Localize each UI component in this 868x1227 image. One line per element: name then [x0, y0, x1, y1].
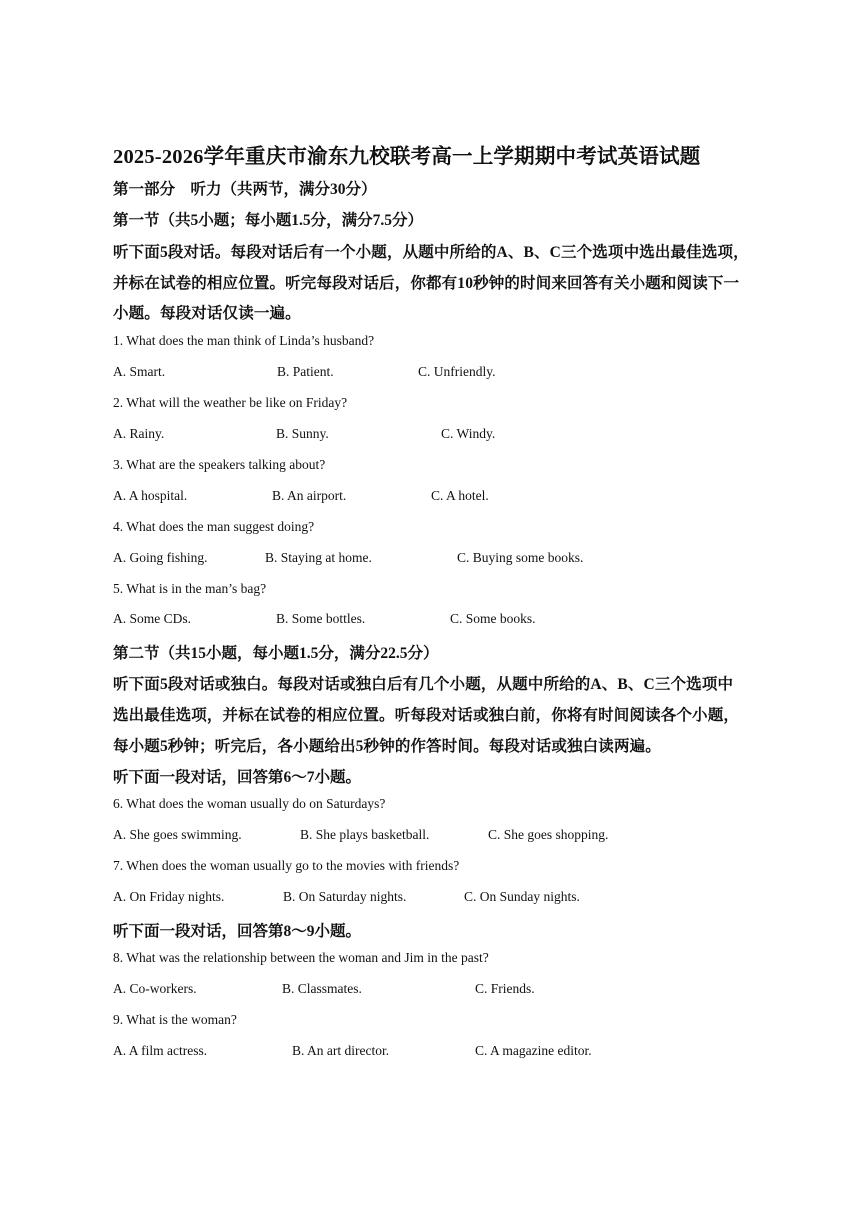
option-c: C. On Sunday nights. — [464, 889, 580, 904]
question-text: 5. What is in the man’s bag? — [113, 581, 267, 596]
option-b: B. Sunny. — [276, 426, 329, 441]
group-prompt: 听下面一段对话，回答第6～7小题。 — [113, 769, 362, 786]
option-b: B. Some bottles. — [276, 611, 366, 626]
option-b: B. An art director. — [292, 1043, 390, 1058]
instruction-line: 听下面5段对话。每段对话后有一个小题，从题中所给的A、B、C三个选项中选出最佳选项， — [113, 244, 749, 261]
option-b: B. Patient. — [277, 364, 334, 379]
option-c: C. Buying some books. — [457, 550, 584, 565]
option-c: C. Friends. — [475, 981, 535, 996]
option-c: C. Windy. — [441, 426, 496, 441]
question-text: 6. What does the woman usually do on Saturdays? — [113, 796, 386, 811]
option-a: A. A film actress. — [113, 1043, 208, 1058]
option-a: A. She goes swimming. — [113, 827, 242, 842]
option-a: A. A hospital. — [113, 488, 188, 503]
instruction-line: 小题。每段对话仅读一遍。 — [113, 305, 301, 322]
instruction-line: 每小题5秒钟；听完后，各小题给出5秒钟的作答时间。每段对话或独白读两遍。 — [113, 738, 661, 755]
question-text: 7. When does the woman usually go to the movies with friends? — [113, 858, 460, 873]
option-c: C. Unfriendly. — [418, 364, 496, 379]
option-a: A. Co-workers. — [113, 981, 197, 996]
option-a: A. On Friday nights. — [113, 889, 225, 904]
question-text: 1. What does the man think of Linda’s husband? — [113, 333, 375, 348]
instruction-line: 听下面5段对话或独白。每段对话或独白后有几个小题，从题中所给的A、B、C三个选项中 — [113, 676, 734, 693]
option-c: C. A hotel. — [431, 488, 489, 503]
option-a: A. Smart. — [113, 364, 166, 379]
option-a: A. Some CDs. — [113, 611, 192, 626]
option-b: B. Staying at home. — [265, 550, 372, 565]
option-b: B. An airport. — [272, 488, 347, 503]
option-c: C. Some books. — [450, 611, 536, 626]
page-title: 2025-2026学年重庆市渝东九校联考高一上学期期中考试英语试题 — [113, 146, 701, 168]
option-b: B. She plays basketball. — [300, 827, 430, 842]
question-text: 3. What are the speakers talking about? — [113, 457, 326, 472]
section-heading: 第一节（共5小题；每小题1.5分，满分7.5分） — [113, 212, 424, 229]
instruction-line: 并标在试卷的相应位置。听完每段对话后，你都有10秒钟的时间来回答有关小题和阅读下一 — [113, 275, 740, 292]
section-heading: 第二节（共15小题，每小题1.5分，满分22.5分） — [113, 645, 439, 662]
option-a: A. Rainy. — [113, 426, 165, 441]
question-text: 8. What was the relationship between the woman and Jim in the past? — [113, 950, 489, 965]
option-a: A. Going fishing. — [113, 550, 208, 565]
option-b: B. Classmates. — [282, 981, 362, 996]
instruction-line: 选出最佳选项，并标在试卷的相应位置。听每段对话或独白前，你将有时间阅读各个小题， — [113, 707, 740, 724]
question-text: 4. What does the man suggest doing? — [113, 519, 315, 534]
part-heading: 第一部分 听力（共两节，满分30分） — [113, 181, 377, 198]
group-prompt: 听下面一段对话，回答第8～9小题。 — [113, 923, 362, 940]
question-text: 2. What will the weather be like on Friday? — [113, 395, 348, 410]
option-c: C. She goes shopping. — [488, 827, 609, 842]
question-text: 9. What is the woman? — [113, 1012, 237, 1027]
option-b: B. On Saturday nights. — [283, 889, 407, 904]
option-c: C. A magazine editor. — [475, 1043, 592, 1058]
